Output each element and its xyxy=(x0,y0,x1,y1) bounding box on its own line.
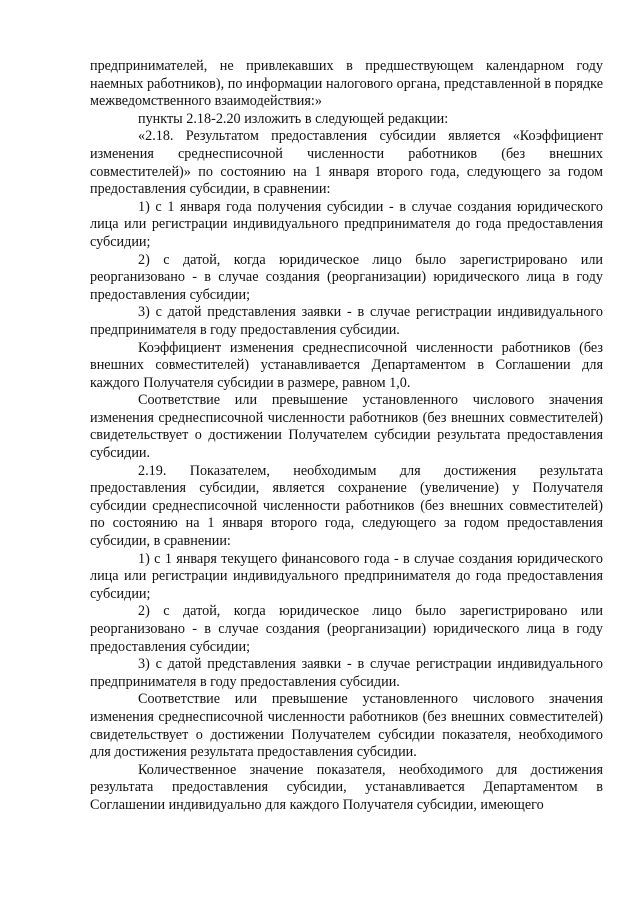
paragraph-11: 2) с датой, когда юридическое лицо было зарегистрировано или реорганизовано - в случае создания (реорганизации) юридического лица в году предоставления субсидии; xyxy=(90,603,603,655)
paragraph-9: 2.19. Показателем, необходимым для достижения результата предоставления субсидии, является сохранение (увеличение) у Получателя субсидии среднесписочной численности работников (без внешних совместителей) по состоянию на 1 января второго года, следующего за годом предоставления субсидии, в сравнении: xyxy=(90,462,603,550)
paragraph-4: 1) с 1 января года получения субсидии - в случае создания юридического лица или регистрации индивидуального предпринимателя до года предоставления субсидии; xyxy=(90,198,603,250)
document-page xyxy=(90,58,603,815)
paragraph-2: пункты 2.18-2.20 изложить в следующей редакции: xyxy=(138,110,449,127)
paragraph-8: Соответствие или превышение установленного числового значения изменения среднесписочной численности работников (без внешних совместителей) свидетельствует о достижении Получателем субсидии результата предоставления субсидии. xyxy=(90,392,603,462)
paragraph-13: Соответствие или превышение установленного числового значения изменения среднесписочной численности работников (без внешних совместителей) свидетельствует о достижении Получателем субсидии показателя, необходимого для достижения результата предоставления субсидии. xyxy=(90,691,603,761)
paragraph-1: предпринимателей, не привлекавших в предшествующем календарном году наемных работников), по информации налогового органа, представленной в порядке межведомственного взаимодействия:» xyxy=(90,58,603,110)
paragraph-3: «2.18. Результатом предоставления субсидии является «Коэффициент изменения среднесписочной численности работников (без внешних совместителей)» по состоянию на 1 января второго года, следующего за годом предоставления субсидии, в сравнении: xyxy=(90,128,603,198)
paragraph-5: 2) с датой, когда юридическое лицо было зарегистрировано или реорганизовано - в случае создания (реорганизации) юридического лица в году предоставления субсидии; xyxy=(90,251,603,303)
paragraph-14: Количественное значение показателя, необходимого для достижения результата предоставления субсидии, устанавливается Департаментом в Соглашении индивидуально для каждого Получателя субсидии, имеющего xyxy=(90,761,603,813)
paragraph-6: 3) с датой представления заявки - в случае регистрации индивидуального предпринимателя в году предоставления субсидии. xyxy=(90,304,603,338)
paragraph-7: Коэффициент изменения среднесписочной численности работников (без внешних совместителей) устанавливается Департаментом в Соглашении для каждого Получателя субсидии в размере, равном 1,0. xyxy=(90,339,603,391)
paragraph-12: 3) с датой представления заявки - в случае регистрации индивидуального предпринимателя в году предоставления субсидии. xyxy=(90,656,603,690)
paragraph-10: 1) с 1 января текущего финансового года - в случае создания юридического лица или регистрации индивидуального предпринимателя до года предоставления субсидии; xyxy=(90,550,603,602)
